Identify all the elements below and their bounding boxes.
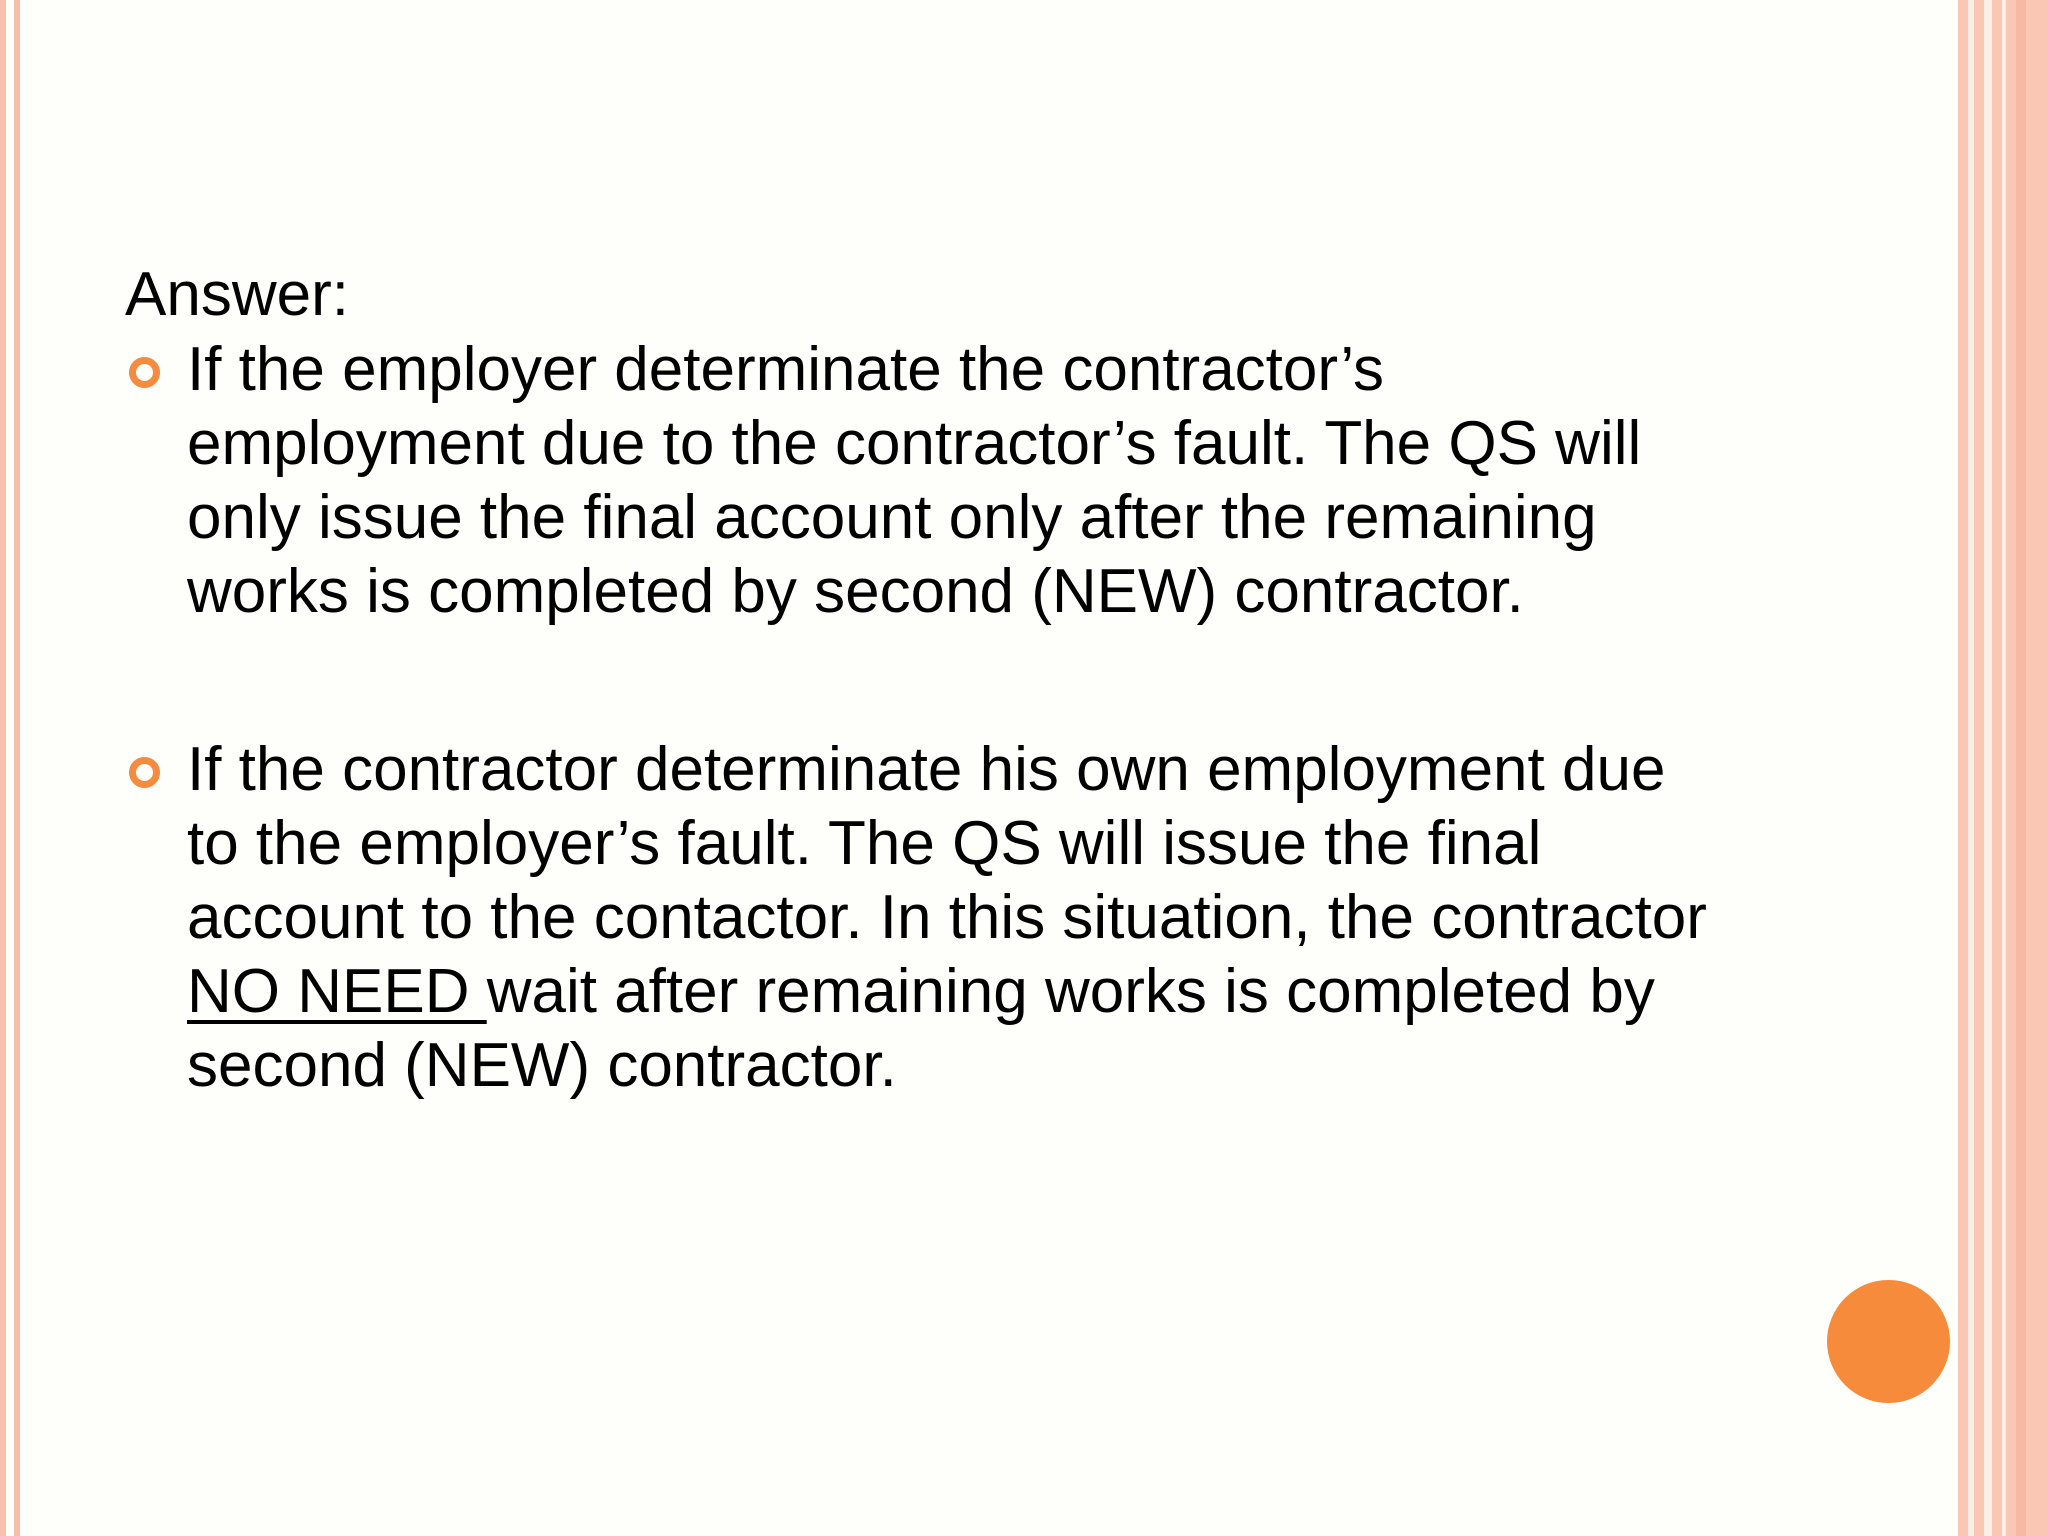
answer-heading: Answer:: [125, 260, 349, 329]
bullet-item-contractor-fault: [125, 733, 1725, 1103]
right-stripe: [1984, 0, 1992, 1536]
left-border-line: [0, 0, 6, 1536]
filled-circle-icon: [1827, 1280, 1950, 1403]
right-stripe: [2016, 0, 2026, 1536]
hollow-circle-bullet-icon: [129, 757, 160, 788]
hollow-circle-bullet-icon: [129, 357, 160, 388]
right-stripe: [2002, 0, 2006, 1536]
left-border-line-inner: [14, 0, 20, 1536]
bullet-text: If the employer determinate the contractor’s employment due to the contractor’s fault. The QS will only issue the final account only after the remaining works is completed by second (NEW) contractor.: [187, 335, 1642, 626]
bullet-item-employer-fault: [125, 333, 1725, 629]
bullet-text-underlined: NO NEED: [187, 957, 487, 1026]
bullet-text-before: If the contractor determinate his own employment due to the employer’s fault. The QS will issue the final account to the contactor. In this situation, the contractor: [187, 735, 1707, 952]
right-stripe: [1968, 0, 1974, 1536]
slide-content: [125, 257, 1725, 1103]
bullet-text-after: wait after remaining works is completed by second (NEW) contractor.: [187, 957, 1655, 1100]
